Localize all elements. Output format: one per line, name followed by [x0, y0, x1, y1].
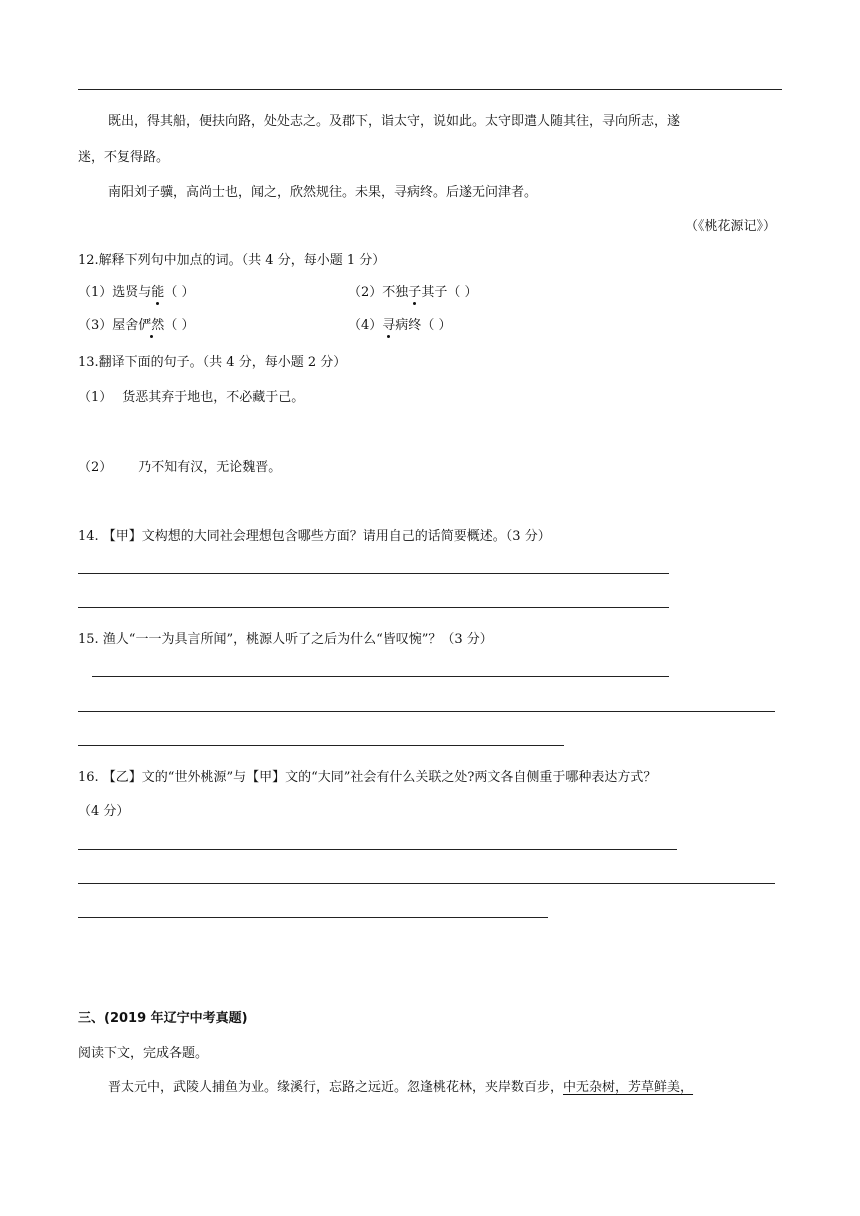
passage-line-1: 既出，得其船，便扶向路，处处志之。及郡下，诣太守，说如此。太守即遣人随其往，寻向所志，遂: [108, 114, 681, 129]
q12-item-2: （2）不独子其子（ ）: [348, 281, 477, 300]
q16-answer-line-2[interactable]: [78, 883, 775, 884]
q15-answer-line-2[interactable]: [78, 711, 775, 712]
question-14: 14. 【甲】文构想的大同社会理想包含哪些方面？请用自己的话简要概述。（3 分）: [78, 529, 551, 544]
q12-item-1: （1）选贤与能（ ）: [78, 281, 194, 300]
q14-answer-line-2[interactable]: [78, 607, 669, 608]
q15-answer-line-1[interactable]: [92, 676, 669, 677]
q13-item-1: （1） 货恶其弃于地也，不必藏于己。: [78, 390, 305, 405]
q16-answer-line-3[interactable]: [78, 917, 548, 918]
header-rule: [78, 89, 782, 90]
section-3-title: 三、(2019 年辽宁中考真题): [78, 1011, 248, 1026]
answer-blank[interactable]: （ ）: [164, 285, 195, 300]
section-3-instruction: 阅读下文，完成各题。: [78, 1046, 209, 1061]
q13-item-2: （2） 乃不知有汉，无论魏晋。: [78, 460, 282, 475]
section-3-passage: 晋太元中，武陵人捕鱼为业。缘溪行，忘路之远近。忽逢桃花林，夹岸数百步，中无杂树，芳草鲜美，: [108, 1080, 694, 1095]
question-15: 15. 渔人“一一为具言所闻”，桃源人听了之后为什么“皆叹惋”？（3 分）: [78, 632, 493, 647]
answer-blank[interactable]: （ ）: [164, 318, 195, 333]
passage-source: （《桃花源记》）: [684, 219, 776, 234]
q14-answer-line-1[interactable]: [78, 573, 669, 574]
q12-item-3: （3）屋舍俨然（ ）: [78, 314, 194, 333]
question-16-line-1: 16. 【乙】文的“世外桃源”与【甲】文的“大同”社会有什么关联之处?两文各自侧重于哪种表达方式？: [78, 770, 657, 785]
underlined-sentence: 中无杂树，芳草鲜美，: [563, 1080, 694, 1095]
q15-answer-line-3[interactable]: [78, 745, 564, 746]
q12-item-4: （4）寻病终（ ）: [348, 314, 451, 333]
passage-line-2: 迷，不复得路。: [78, 150, 170, 165]
q16-answer-line-1[interactable]: [78, 849, 677, 850]
question-16-line-2: （4 分）: [78, 804, 130, 819]
passage-line-3: 南阳刘子骥，高尚士也，闻之，欣然规往。未果，寻病终。后遂无问津者。: [108, 185, 538, 200]
answer-blank[interactable]: （ ）: [421, 318, 452, 333]
question-13-stem: 13.翻译下面的句子。（共 4 分，每小题 2 分）: [78, 355, 347, 370]
answer-blank[interactable]: （ ）: [447, 285, 478, 300]
question-12-stem: 12.解释下列句中加点的词。（共 4 分，每小题 1 分）: [78, 253, 386, 268]
